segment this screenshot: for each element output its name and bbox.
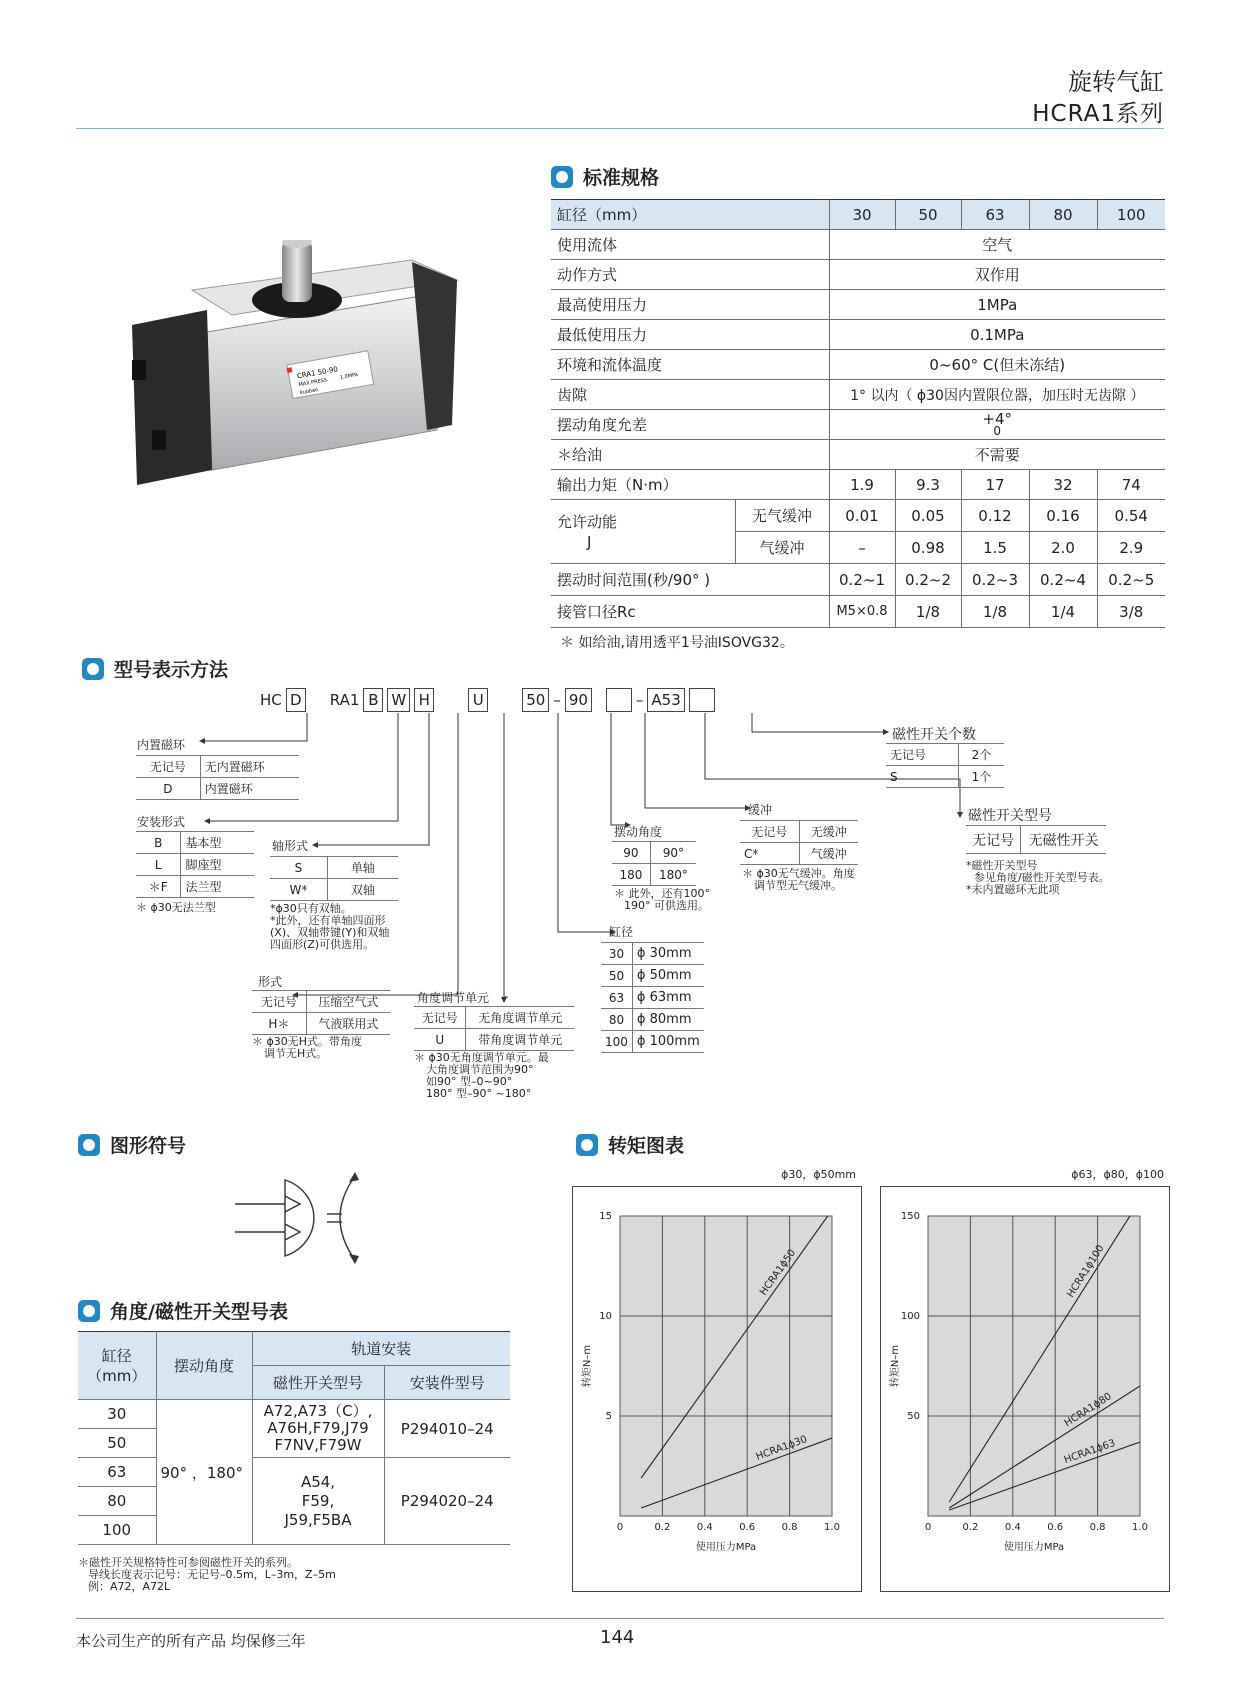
spec-note: ＊ 如给油,请用透平1号油ISOVG32。 <box>560 635 794 651</box>
swtype-notes: *磁性开关型号 参见角度/磁性开关型号表。 *未内置磁环无此项 <box>966 859 1110 896</box>
x-tick-label: 0.8 <box>781 1522 798 1533</box>
y-axis-label: 转矩N–m <box>582 1344 593 1388</box>
bore-title: 缸径 <box>609 925 634 939</box>
label-model: CRA1 50-90 <box>296 365 339 381</box>
section-heading-switch-table: 角度/磁性开关型号表 <box>78 1297 288 1324</box>
angle-table: 90 90° 180 180° <box>612 841 696 886</box>
pneumatic-symbol <box>230 1168 400 1278</box>
shaft-table: S 单轴 W* 双轴 <box>270 856 398 901</box>
adj-table: 无记号 无角度调节单元 U 带角度调节单元 <box>414 1006 574 1051</box>
model-code: HC D RA1 B W H U 50 – 90 – A53 <box>260 688 715 712</box>
series-label: HCRA1ϕ100 <box>1065 1243 1107 1300</box>
plot-area <box>928 1216 1140 1516</box>
x-tick-label: 0.6 <box>739 1522 756 1533</box>
footer-warranty: 本公司生产的所有产品 均保修三年 <box>76 1632 306 1650</box>
angle-notes: ＊ 此外，还有100° 190° 可供选用。 <box>614 887 710 912</box>
bore-table: 30 ϕ 30mm 50 ϕ 50mm 63 ϕ 63mm 80 ϕ 80mm 100 ϕ 100mm <box>601 942 704 1053</box>
adj-notes: ＊ ϕ30无角度调节单元。最 大角度调节范围为90° 如90° 型–0~90° 180° 型–90° ~180° <box>414 1051 549 1100</box>
swcount-title: 磁性开关个数 <box>892 727 976 743</box>
y-tick-label: 100 <box>900 1311 920 1322</box>
y-tick-label: 15 <box>599 1211 612 1222</box>
spec-table: 缸径（mm） 30 50 63 80 100 使用流体 空气 动作方式 双作用 最高使用压力 1MPa 最低使用压力 0.1MPa 环境和流体温度 0~60° C(但未冻结) 齿隙 1° 以内（ ϕ30因内置限位器，加压时无齿隙 ） 摆动角度允差 +4° 0 ＊给油 不需要 输出力矩（N·m） 1.9 9.3 17 32 74 允许动能 J 无气缓冲 0.01 0.05 0.12 0.16 0.54 气缓冲 – 0.98 1.5 2.0 2.9 摆动时间范围(秒/90° ) 0.2~1 0.2~2 0.2~3 0.2~4 0.2~5 接管口径Rc M5×0.8 1/8 1/8 1/4 3/8 <box>551 199 1165 628</box>
chart-title: ϕ30，ϕ50mm <box>781 1168 856 1181</box>
torque-chart-large <box>880 1162 1170 1592</box>
footer-rule <box>76 1618 1164 1619</box>
y-tick-label: 5 <box>605 1411 612 1422</box>
section-heading-torque-chart: 转矩图表 <box>576 1131 684 1158</box>
x-tick-label: 1.0 <box>824 1522 840 1533</box>
series-label: HCRA1ϕ50 <box>758 1247 799 1298</box>
section-bullet-icon <box>78 1300 100 1322</box>
x-tick-label: 0.6 <box>1047 1522 1064 1533</box>
section-heading-specs: 标准规格 <box>551 163 659 190</box>
shaft-notes: *ϕ30只有双轴。 *此外，还有单轴四面形 (X)、双轴带键(Y)和双轴 四面形(Z)可供选用。 <box>270 902 390 951</box>
x-tick-label: 0 <box>924 1522 932 1533</box>
adj-title: 角度调节单元 <box>417 991 490 1005</box>
label-press: MAX.PRESS. <box>298 377 330 389</box>
section-heading-model: 型号表示方法 <box>82 655 228 682</box>
section-bullet-icon <box>78 1134 100 1156</box>
header-title: 旋转气缸 <box>1068 68 1164 96</box>
header-series: HCRA1系列 <box>1032 101 1164 127</box>
y-axis-label: 转矩N–m <box>890 1344 901 1388</box>
plot-area <box>620 1216 832 1516</box>
series-label: HCRA1ϕ30 <box>754 1434 809 1463</box>
y-tick-label: 150 <box>900 1211 920 1222</box>
switch-table-notes: ＊磁性开关规格特性可参阅磁性开关的系列。 导线长度表示记号：无记号–0.5m，L–3m，Z–5m 例：A72，A72L <box>78 1556 336 1593</box>
swtype-table: 无记号 无磁性开关 <box>966 825 1106 854</box>
page-number: 144 <box>600 1627 635 1648</box>
section-heading-symbol: 图形符号 <box>78 1131 186 1158</box>
cushion-table: 无记号 无缓冲 C* 气缓冲 <box>740 820 858 865</box>
y-tick-label: 10 <box>599 1311 612 1322</box>
cushion-title: 缓冲 <box>748 803 773 817</box>
x-tick-label: 0.2 <box>962 1522 979 1533</box>
shaft-title: 轴形式 <box>272 839 309 853</box>
x-tick-label: 0.4 <box>1004 1522 1021 1533</box>
mount-table: B 基本型 L 脚座型 ＊F 法兰型 <box>136 831 254 898</box>
series-label: HCRA1ϕ63 <box>1062 1437 1117 1467</box>
mount-title: 安装形式 <box>137 815 186 829</box>
form-title: 形式 <box>258 975 283 989</box>
swcount-table: 无记号 2个 S 1个 <box>886 743 1004 788</box>
x-axis-label: 使用压力MPa <box>1003 1542 1065 1553</box>
mag-table: 无记号 无内置磁环 D 内置磁环 <box>136 755 299 800</box>
label-brand: kuobao <box>299 387 319 397</box>
form-notes: ＊ ϕ30无H式。带角度 调节无H式。 <box>252 1035 363 1060</box>
mag-title: 内置磁环 <box>137 738 186 752</box>
section-bullet-icon <box>576 1134 598 1156</box>
x-axis-label: 使用压力MPa <box>695 1542 757 1553</box>
x-tick-label: 0.4 <box>696 1522 713 1533</box>
cushion-notes: ＊ ϕ30无气缓冲。角度 调节型无气缓冲。 <box>742 867 855 892</box>
label-press-value: 1.0MPa <box>339 371 359 381</box>
y-tick-label: 50 <box>907 1411 920 1422</box>
x-tick-label: 0.8 <box>1089 1522 1106 1533</box>
form-table: 无记号 压缩空气式 H＊ 气液联用式 <box>252 990 390 1035</box>
x-tick-label: 1.0 <box>1132 1522 1148 1533</box>
chart-title: ϕ63，ϕ80，ϕ100 <box>1071 1168 1164 1181</box>
torque-chart-small <box>572 1162 862 1592</box>
switch-table: 缸径 （mm） 摆动角度 轨道安装 磁性开关型号 安装件型号 30 90° ，180° A72,A73（C）, A76H,F79,J79 F7NV,F79W P294010–24 50 63 A54, F59, J59,F5BA P294020–24 80 100 <box>78 1331 510 1545</box>
mount-note: ＊ ϕ30无法兰型 <box>136 901 216 914</box>
angle-title: 摆动角度 <box>614 825 663 839</box>
swtype-title: 磁性开关型号 <box>968 808 1052 824</box>
x-tick-label: 0 <box>616 1522 624 1533</box>
series-label: HCRA1ϕ80 <box>1062 1391 1114 1430</box>
x-tick-label: 0.2 <box>654 1522 671 1533</box>
